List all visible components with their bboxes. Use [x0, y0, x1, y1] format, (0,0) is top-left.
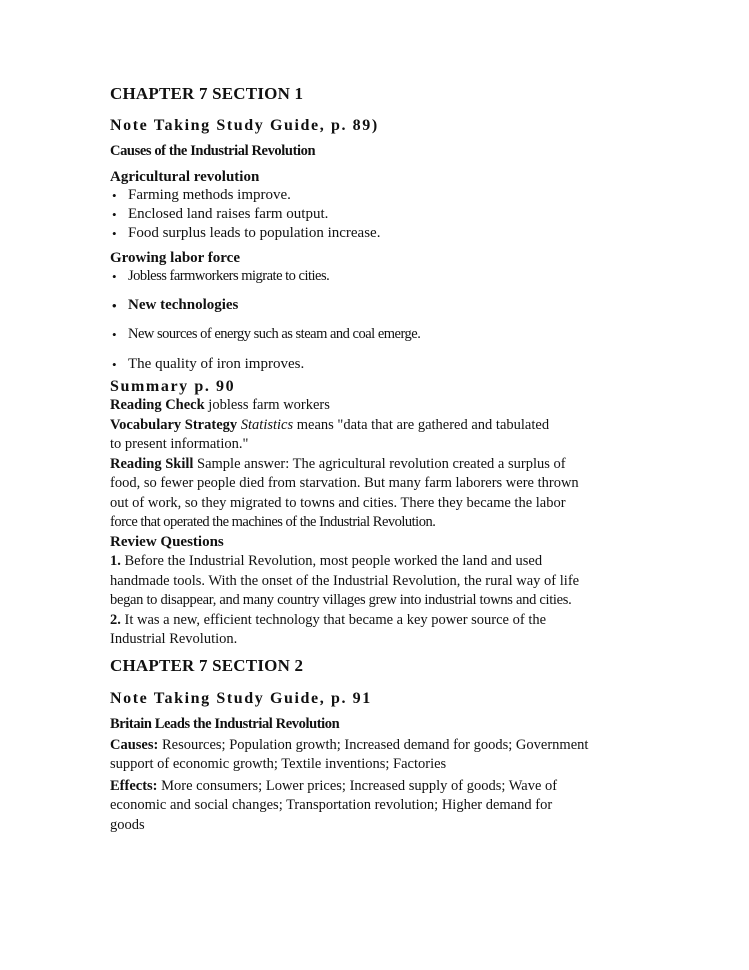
review-title: Review Questions [110, 533, 224, 550]
causes-paragraph [110, 736, 650, 775]
list-item: • The quality of iron improves. [110, 355, 650, 374]
list-item: • Food surplus leads to population increase. [110, 224, 650, 243]
causes-title: Causes of the Industrial Revolution [110, 143, 316, 159]
q1-line: handmade tools. With the onset of the Industrial Revolution, the rural way of life [110, 572, 580, 589]
q1-line: began to disappear, and many country villages grew into industrial towns and cities. [110, 592, 572, 608]
vocab-term: Statistics [240, 416, 294, 433]
skill-line: out of work, so they migrated to towns and cities. There they became the labor [110, 494, 566, 511]
reading-check-label: Reading Check [110, 397, 205, 413]
effects-label: Effects: [110, 777, 158, 794]
list-item: • New sources of energy such as steam and coal emerge. [110, 325, 650, 344]
document-page [110, 84, 650, 835]
causes-line: support of economic growth; Textile inventions; Factories [110, 756, 447, 772]
effects-line: economic and social changes; Transportation revolution; Higher demand for [110, 797, 553, 813]
section1-guide-title: Note Taking Study Guide, p. 89) [110, 117, 379, 134]
q2-line: Industrial Revolution. [110, 631, 238, 647]
vocab-label: Vocabulary Strategy [110, 416, 238, 433]
list-item: • Jobless farmworkers migrate to cities. [110, 267, 650, 286]
agri-title: Agricultural revolution [110, 169, 260, 185]
effects-line: More consumers; Lower prices; Increased supply of goods; Wave of [157, 777, 558, 794]
vocab-strategy [110, 416, 650, 455]
effects-paragraph [110, 777, 650, 836]
causes-label: Causes: [110, 736, 159, 753]
skill-label: Reading Skill [110, 455, 194, 472]
list-item: • Farming methods improve. [110, 186, 650, 205]
section1-heading: CHAPTER 7 SECTION 1 [110, 84, 304, 103]
effects-line: goods [110, 816, 145, 833]
vocab-text-2: to present information." [110, 436, 249, 452]
q1-num: 1. [110, 553, 121, 569]
review-q1 [110, 552, 650, 611]
q1-line: Before the Industrial Revolution, most people worked the land and used [120, 553, 543, 569]
q2-num: 2. [110, 611, 121, 628]
vocab-text-1: means "data that are gathered and tabulated [293, 416, 550, 433]
agri-list [110, 186, 650, 243]
skill-line: Sample answer: The agricultural revolution created a surplus of [193, 455, 566, 472]
iron-list [110, 355, 650, 374]
list-item: • New technologies [110, 296, 650, 315]
tech-list [110, 296, 650, 315]
summary-title: Summary p. 90 [110, 378, 236, 395]
section2-guide-title: Note Taking Study Guide, p. 91 [110, 689, 372, 707]
reading-check-text: jobless farm workers [204, 397, 330, 413]
list-item: • Enclosed land raises farm output. [110, 205, 650, 224]
section2-heading: CHAPTER 7 SECTION 2 [110, 655, 304, 675]
skill-line: force that operated the machines of the Industrial Revolution. [110, 514, 436, 530]
labor-title: Growing labor force [110, 250, 240, 266]
causes-line: Resources; Population growth; Increased demand for goods; Government [158, 736, 589, 753]
review-q2 [110, 611, 650, 650]
labor-list [110, 267, 650, 286]
reading-skill [110, 455, 650, 533]
q2-line: It was a new, efficient technology that became a key power source of the [120, 611, 547, 628]
energy-list [110, 325, 650, 344]
reading-check [110, 396, 650, 416]
skill-line: food, so fewer people died from starvation. But many farm laborers were thrown [110, 475, 579, 491]
britain-title: Britain Leads the Industrial Revolution [110, 715, 340, 732]
